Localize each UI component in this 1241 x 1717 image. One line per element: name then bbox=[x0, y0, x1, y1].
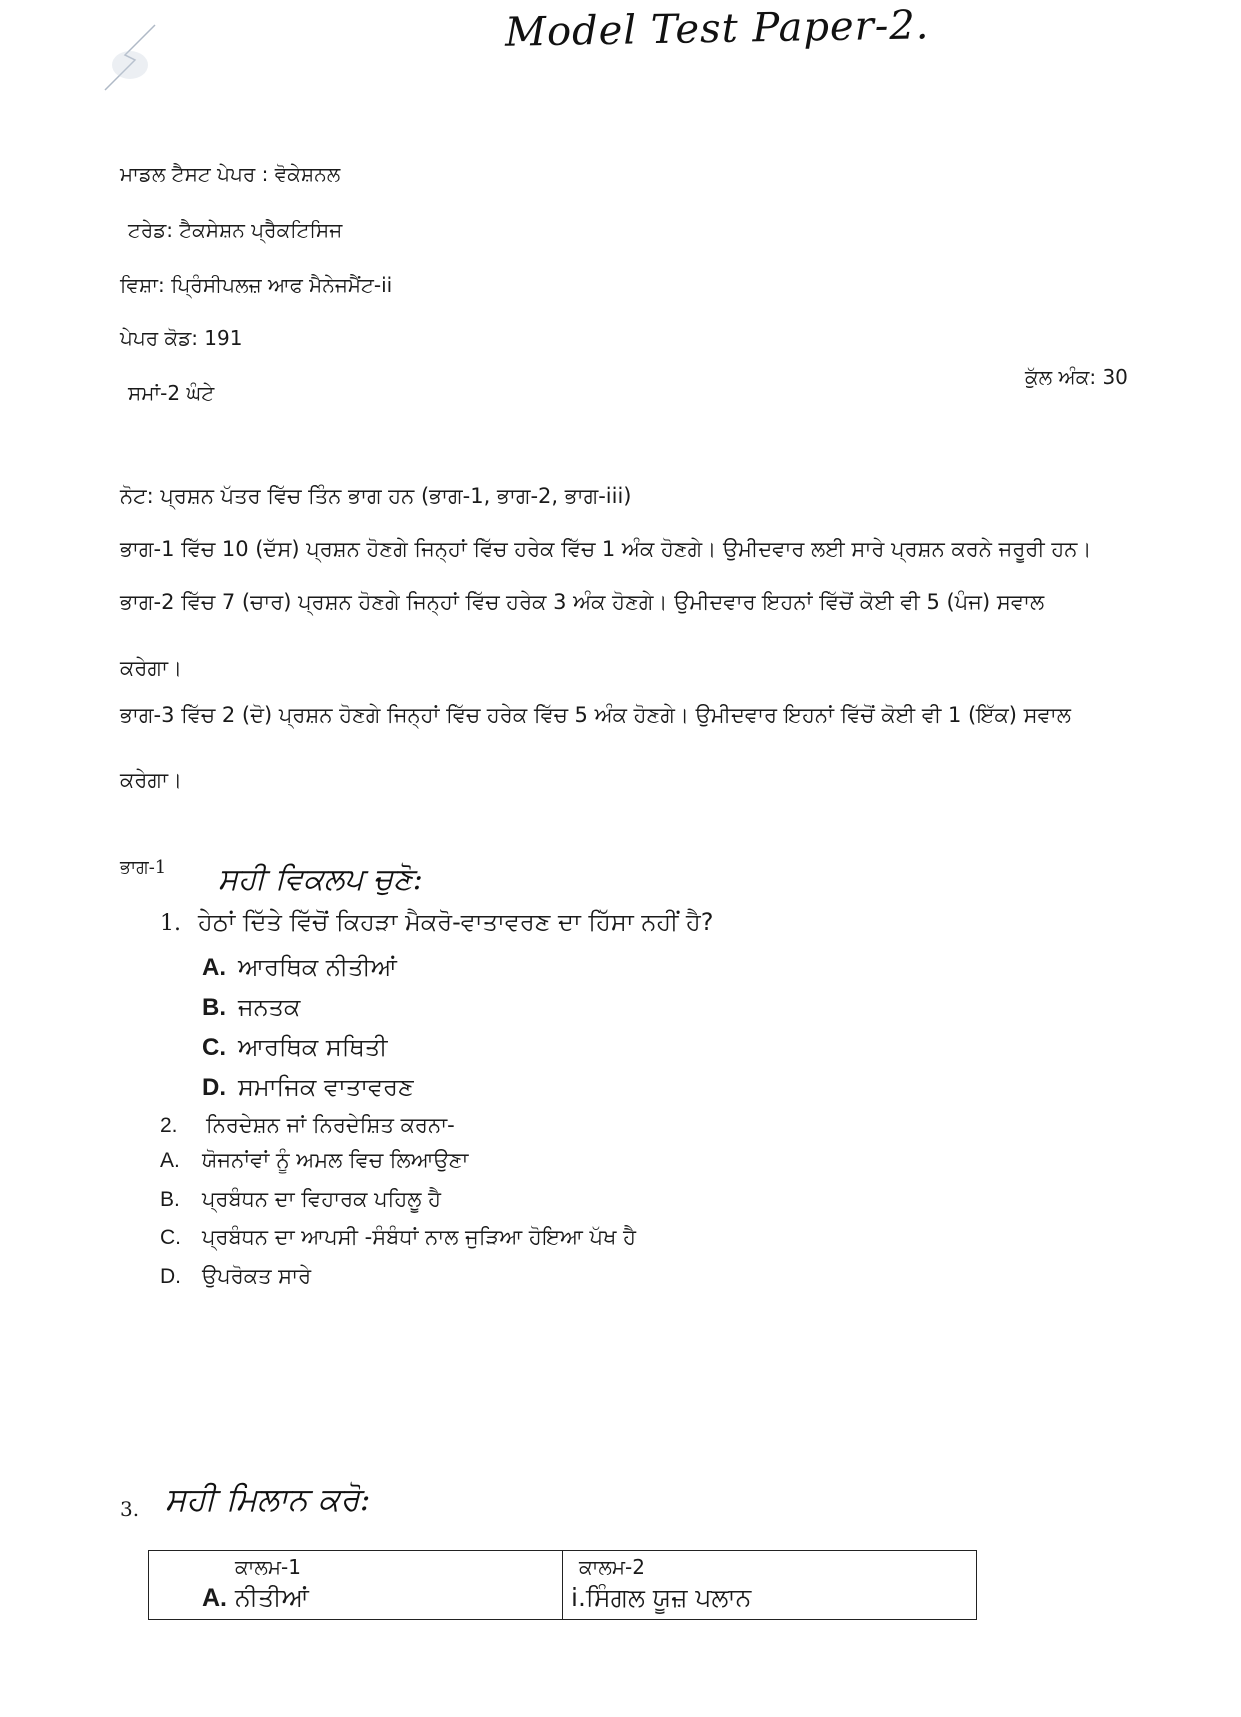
trade-line: ਟਰੇਡ: ਟੈਕਸੇਸ਼ਨ ਪ੍ਰੈਕਟਿਸਿਜ bbox=[128, 218, 343, 242]
note-line-3b: ਕਰੇਗਾ। bbox=[120, 656, 183, 680]
col1-row1: A. ਨੀਤੀਆਂ bbox=[202, 1583, 309, 1612]
handwritten-instruction: ਸਹੀ ਵਿਕਲਪ ਚੁਣੋ: bbox=[218, 862, 423, 897]
match-table-col2 bbox=[563, 1551, 977, 1620]
question-2: 2. ਨਿਰਦੇਸ਼ਨ ਜਾਂ ਨਿਰਦੇਸ਼ਿਤ ਕਰਨਾ- bbox=[160, 1113, 455, 1137]
question-3-handwritten: ਸਹੀ ਮਿਲਾਨ ਕਰੋ: bbox=[165, 1480, 371, 1518]
time-line: ਸਮਾਂ-2 ਘੰਟੇ bbox=[128, 381, 215, 405]
col2-header: ਕਾਲਮ-2 bbox=[579, 1555, 645, 1579]
question-1: 1. ਹੇਠਾਂ ਦਿੱਤੇ ਵਿੱਚੋਂ ਕਿਹੜਾ ਮੈਕਰੋ-ਵਾਤਾਵਰਣ ਦਾ ਹਿੱਸਾ ਨਹੀਂ ਹੈ? bbox=[160, 908, 714, 936]
handwritten-title: Model Test Paper-2. bbox=[504, 2, 930, 56]
note-line-3a: ਭਾਗ-2 ਵਿੱਚ 7 (ਚਾਰ) ਪ੍ਰਸ਼ਨ ਹੋਣਗੇ ਜਿਨ੍ਹਾਂ ਵਿੱਚ ਹਰੇਕ 3 ਅੰਕ ਹੋਣਗੇ। ਉਮੀਦਵਾਰ ਇਹਨਾਂ ਵਿੱਚੋਂ ਕੋਈ ਵੀ 5 (ਪੰਜ) ਸਵਾਲ bbox=[120, 590, 1045, 614]
paper-code: ਪੇਪਰ ਕੋਡ: 191 bbox=[120, 326, 243, 350]
subject-line: ਵਿਸ਼ਾ: ਪ੍ਰਿੰਸੀਪਲਜ਼ ਆਫ ਮੈਨੇਜਮੈਂਟ-ii bbox=[120, 273, 393, 297]
note-line-1: ਨੋਟ: ਪ੍ਰਸ਼ਨ ਪੱਤਰ ਵਿੱਚ ਤਿੰਨ ਭਾਗ ਹਨ (ਭਾਗ-1, ਭਾਗ-2, ਭਾਗ-ііі) bbox=[120, 484, 632, 508]
question-3-number: 3. bbox=[120, 1497, 140, 1521]
note-line-2: ਭਾਗ-1 ਵਿੱਚ 10 (ਦੱਸ) ਪ੍ਰਸ਼ਨ ਹੋਣਗੇ ਜਿਨ੍ਹਾਂ ਵਿੱਚ ਹਰੇਕ ਵਿੱਚ 1 ਅੰਕ ਹੋਣਗੇ। ਉਮੀਦਵਾਰ ਲਈ ਸਾਰੇ ਪ੍ਰਸ਼ਨ ਕਰਨੇ ਜਰੂਰੀ ਹਨ। bbox=[120, 537, 1092, 561]
q2-option-c: C. ਪ੍ਰਬੰਧਨ ਦਾ ਆਪਸੀ -ਸੰਬੰਧਾਂ ਨਾਲ ਜੁੜਿਆ ਹੋਇਆ ਪੱਖ ਹੈ bbox=[160, 1225, 636, 1249]
note-line-4b: ਕਰੇਗਾ। bbox=[120, 768, 183, 792]
q1-option-d: D. ਸਮਾਜਿਕ ਵਾਤਾਵਰਣ bbox=[202, 1073, 414, 1101]
match-table bbox=[148, 1550, 977, 1620]
q1-option-c: C. ਆਰਥਿਕ ਸਥਿਤੀ bbox=[202, 1033, 388, 1061]
note-line-4a: ਭਾਗ-3 ਵਿੱਚ 2 (ਦੋ) ਪ੍ਰਸ਼ਨ ਹੋਣਗੇ ਜਿਨ੍ਹਾਂ ਵਿੱਚ ਹਰੇਕ ਵਿੱਚ 5 ਅੰਕ ਹੋਣਗੇ। ਉਮੀਦਵਾਰ ਇਹਨਾਂ ਵਿੱਚੋਂ ਕੋਈ ਵੀ 1 (ਇੱਕ) ਸਵਾਲ bbox=[120, 703, 1071, 727]
col1-header: ਕਾਲਮ-1 bbox=[235, 1555, 301, 1579]
q1-option-b: B. ਜਨਤਕ bbox=[202, 993, 301, 1021]
paper-type: ਮਾਡਲ ਟੈਸਟ ਪੇਪਰ : ਵੋਕੇਸ਼ਨਲ bbox=[120, 162, 341, 186]
total-marks: ਕੁੱਲ ਅੰਕ: 30 bbox=[1025, 365, 1128, 389]
q2-option-d: D. ਉਪਰੋਕਤ ਸਾਰੇ bbox=[160, 1264, 312, 1288]
q1-option-a: A. ਆਰਥਿਕ ਨੀਤੀਆਂ bbox=[202, 953, 397, 981]
match-table-col1 bbox=[149, 1551, 563, 1620]
q2-option-b: B. ਪ੍ਰਬੰਧਨ ਦਾ ਵਿਹਾਰਕ ਪਹਿਲੂ ਹੈ bbox=[160, 1187, 442, 1211]
section-label: ਭਾਗ-1 bbox=[120, 857, 167, 878]
scan-smudge bbox=[85, 0, 165, 110]
col2-row1: i.ਸਿੰਗਲ ਯੂਜ਼ ਪਲਾਨ bbox=[571, 1583, 752, 1612]
q2-option-a: A. ਯੋਜਨਾਂਵਾਂ ਨੂੰ ਅਮਲ ਵਿਚ ਲਿਆਉਣਾ bbox=[160, 1148, 469, 1172]
